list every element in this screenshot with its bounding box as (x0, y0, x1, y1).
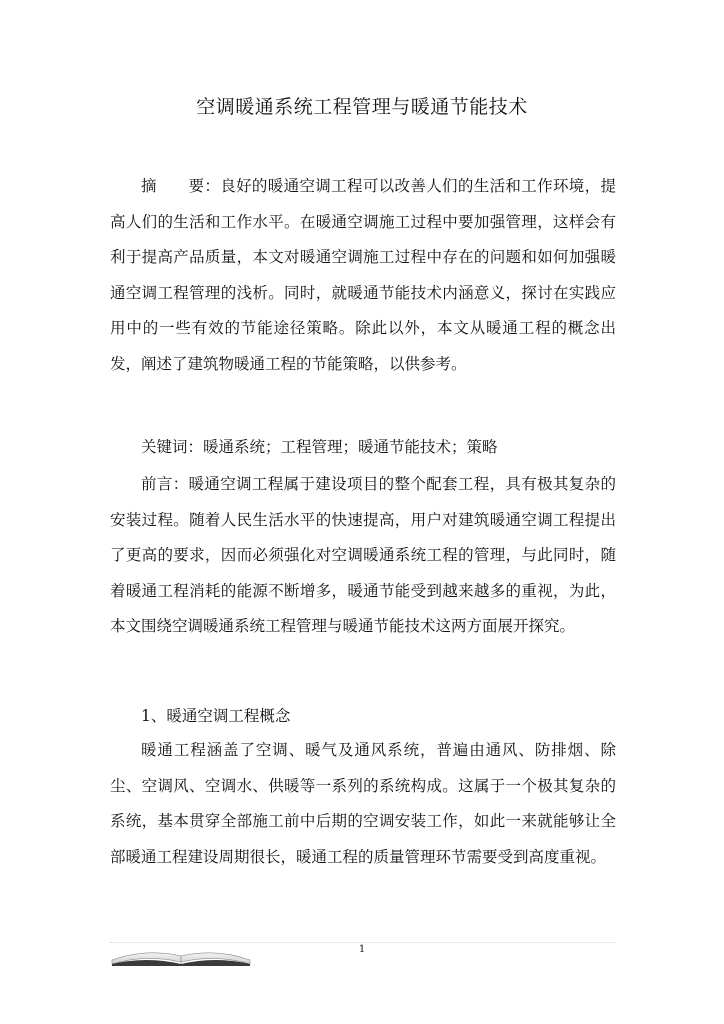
abstract-paragraph: 摘 要：良好的暖通空调工程可以改善人们的生活和工作环境，提高人们的生活和工作水平。在暖通空调施工过程中要加强管理，这样会有利于提高产品质量，本文对暖通空调施工过程中存在的问题和如何加强暖通空调工程管理的浅析。同时，就暖通节能技术内涵意义，探讨在实践应用中的一些有效的节能途径策略。除此以外，本文从暖通工程的概念出发，阐述了建筑物暖通工程的节能策略，以供参考。 (110, 177, 616, 373)
document-title: 空调暖通系统工程管理与暖通节能技术 (196, 96, 528, 118)
section-heading-1: 1、暖通空调工程概念 (141, 707, 291, 725)
keywords-line: 关键词：暖通系统；工程管理；暖通节能技术；策略 (141, 438, 498, 456)
open-book-icon (110, 944, 252, 966)
footer-divider (110, 942, 616, 943)
page-number: 1 (358, 944, 366, 955)
preface-paragraph: 前言：暖通空调工程属于建设项目的整个配套工程，具有极其复杂的安装过程。随着人民生活水平的快速提高，用户对建筑暖通空调工程提出了更高的要求，因而必须强化对空调暖通系统工程的管理，与此同时，随着暖通工程消耗的能源不断增多，暖通节能受到越来越多的重视，为此，本文围绕空调暖通系统工程管理与暖通节能技术这两方面展开探究。 (110, 475, 616, 635)
section-1-body: 暖通工程涵盖了空调、暖气及通风系统，普遍由通风、防排烟、除尘、空调风、空调水、供暖等一系列的系统构成。这属于一个极其复杂的系统，基本贯穿全部施工前中后期的空调安装工作，如此一来就能够让全部暖通工程建设周期很长，暖通工程的质量管理环节需要受到高度重视。 (110, 741, 616, 866)
